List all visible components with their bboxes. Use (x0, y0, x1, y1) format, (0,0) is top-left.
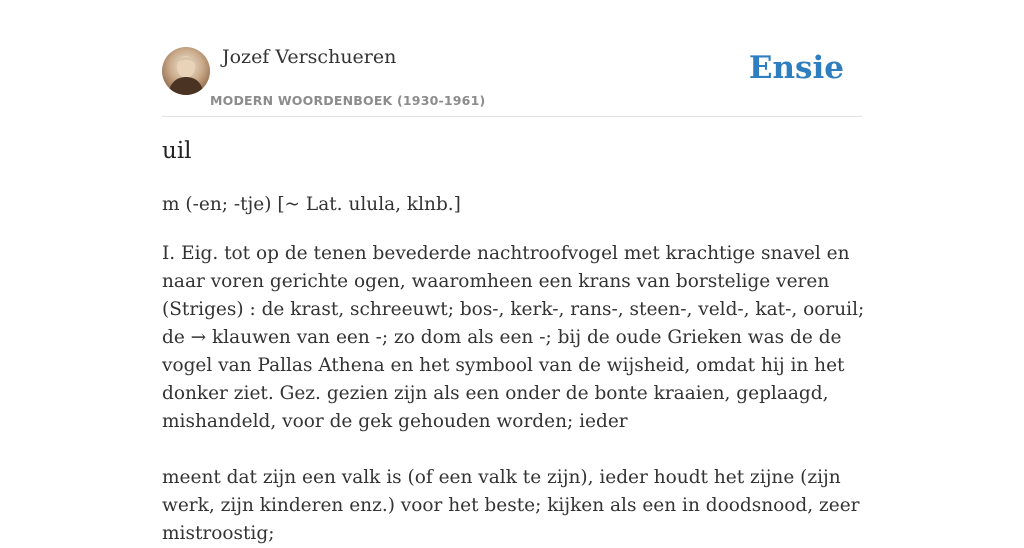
author-name[interactable]: Jozef Verschueren (222, 46, 397, 68)
portrait-icon (162, 47, 210, 95)
header (162, 0, 862, 117)
author-avatar[interactable] (162, 47, 210, 95)
ensie-logo[interactable]: Ensie (748, 50, 844, 86)
entry-definition-part2: meent dat zijn een valk is (of een valk te zijn), ieder houdt het zijne (zijn werk, zijn kinderen enz.) voor het beste; kijken als een in doodsnood, zeer mistroostig; (162, 467, 860, 544)
source-title[interactable]: MODERN WOORDENBOEK (1930-1961) (210, 93, 486, 108)
page (162, 0, 865, 544)
entry-headword: uil (162, 138, 192, 164)
entry-definition-part1: I. Eig. tot op de tenen bevederde nachtroofvogel met krachtige snavel en naar voren gerichte ogen, waaromheen een krans van borstelige veren (Striges) : de krast, schreeuwt; bos-, kerk-, rans-, steen-, veld-, kat-, ooruil; de → klauwen van een -; zo dom als een -; bij de oude Grieken was de de vogel van Pallas Athena en het symbool van de wijsheid, omdat hij in het donker ziet. Gez. gezien zijn als een onder de bonte kraaien, geplaagd, mishandeld, voor de gek gehouden worden; ieder (162, 243, 865, 432)
entry-grammar: m (-en; -tje) [~ Lat. ulula, klnb.] (162, 194, 461, 215)
